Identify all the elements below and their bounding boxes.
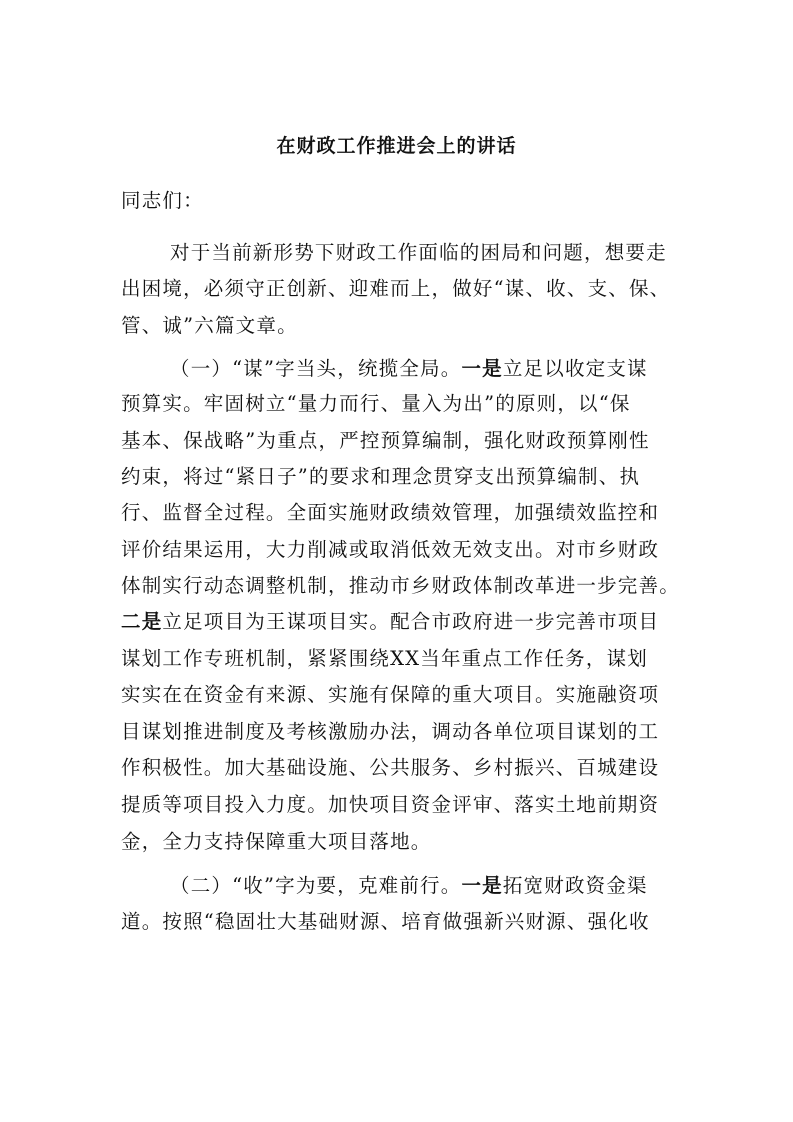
line-text: 对于当前新形势下财政工作面临的困局和问题，想要走 xyxy=(170,241,667,264)
line-text: 提质等项目投入力度。加快项目资金评审、落实土地前期资 xyxy=(121,793,660,816)
body-line xyxy=(121,755,681,781)
body-line xyxy=(121,391,681,417)
body-line xyxy=(121,646,681,672)
line-text: 作积极性。加大基础设施、公共服务、乡村振兴、百城建设 xyxy=(121,756,660,779)
section-heading: （二）“收”字为要，克难前行。 xyxy=(170,874,462,897)
section-heading-line xyxy=(170,873,730,899)
body-line xyxy=(121,682,681,708)
line-text: 评价结果运用，大力削减或取消低效无效支出。对市乡财政 xyxy=(121,538,660,561)
body-line xyxy=(121,829,681,855)
line-text: 目谋划推进制度及考核激励办法，调动各单位项目谋划的工 xyxy=(121,720,660,743)
line-text: 金，全力支持保障重大项目落地。 xyxy=(121,830,432,853)
line-text: 管、诚”六篇文章。 xyxy=(121,314,298,337)
line-text: 预算实。牢固树立“量力而行、量入为出”的原则，以“保 xyxy=(121,392,631,415)
line-text: 立足以收定支谋 xyxy=(502,357,648,380)
salutation: 同志们： xyxy=(121,189,204,212)
body-line xyxy=(121,464,681,490)
line-text: 行、监督全过程。全面实施财政绩效管理，加强绩效监控和 xyxy=(121,501,660,524)
document-title: 在财政工作推进会上的讲话 xyxy=(276,135,517,157)
section-heading-line xyxy=(170,356,730,382)
body-line xyxy=(121,909,681,935)
line-text: 出困境，必须守正创新、迎难而上，做好“谋、收、支、保、 xyxy=(121,277,671,300)
body-line xyxy=(121,609,681,635)
line-text: 道。按照“稳固壮大基础财源、培育做强新兴财源、强化收 xyxy=(121,910,650,933)
body-line xyxy=(121,313,681,339)
body-line xyxy=(121,792,681,818)
body-line xyxy=(121,719,681,745)
line-text: 拓宽财政资金渠 xyxy=(502,874,648,897)
line-text: 立足项目为王谋项目实。配合市政府进一步完善市项目 xyxy=(162,610,660,633)
body-line xyxy=(121,276,681,302)
line-text: 实实在在资金有来源、实施有保障的重大项目。实施融资项 xyxy=(121,683,660,706)
line-text: 体制实行动态调整机制，推动市乡财政体制改革进一步完善。 xyxy=(121,574,680,597)
line-text: 谋划工作专班机制，紧紧围绕XX当年重点工作任务，谋划 xyxy=(121,647,648,670)
line-text: 约束，将过“紧日子”的要求和理念贯穿支出预算编制、执 xyxy=(121,465,641,488)
body-line xyxy=(121,500,681,526)
body-line xyxy=(121,428,681,454)
body-line xyxy=(121,537,681,563)
body-line xyxy=(121,573,681,599)
point-marker: 二是 xyxy=(121,610,163,633)
line-text: 基本、保战略”为重点，严控预算编制，强化财政预算刚性 xyxy=(121,429,650,452)
body-line xyxy=(170,240,730,266)
point-marker: 一是 xyxy=(461,874,503,897)
section-heading: （一）“谋”字当头，统揽全局。 xyxy=(170,357,462,380)
point-marker: 一是 xyxy=(461,357,503,380)
